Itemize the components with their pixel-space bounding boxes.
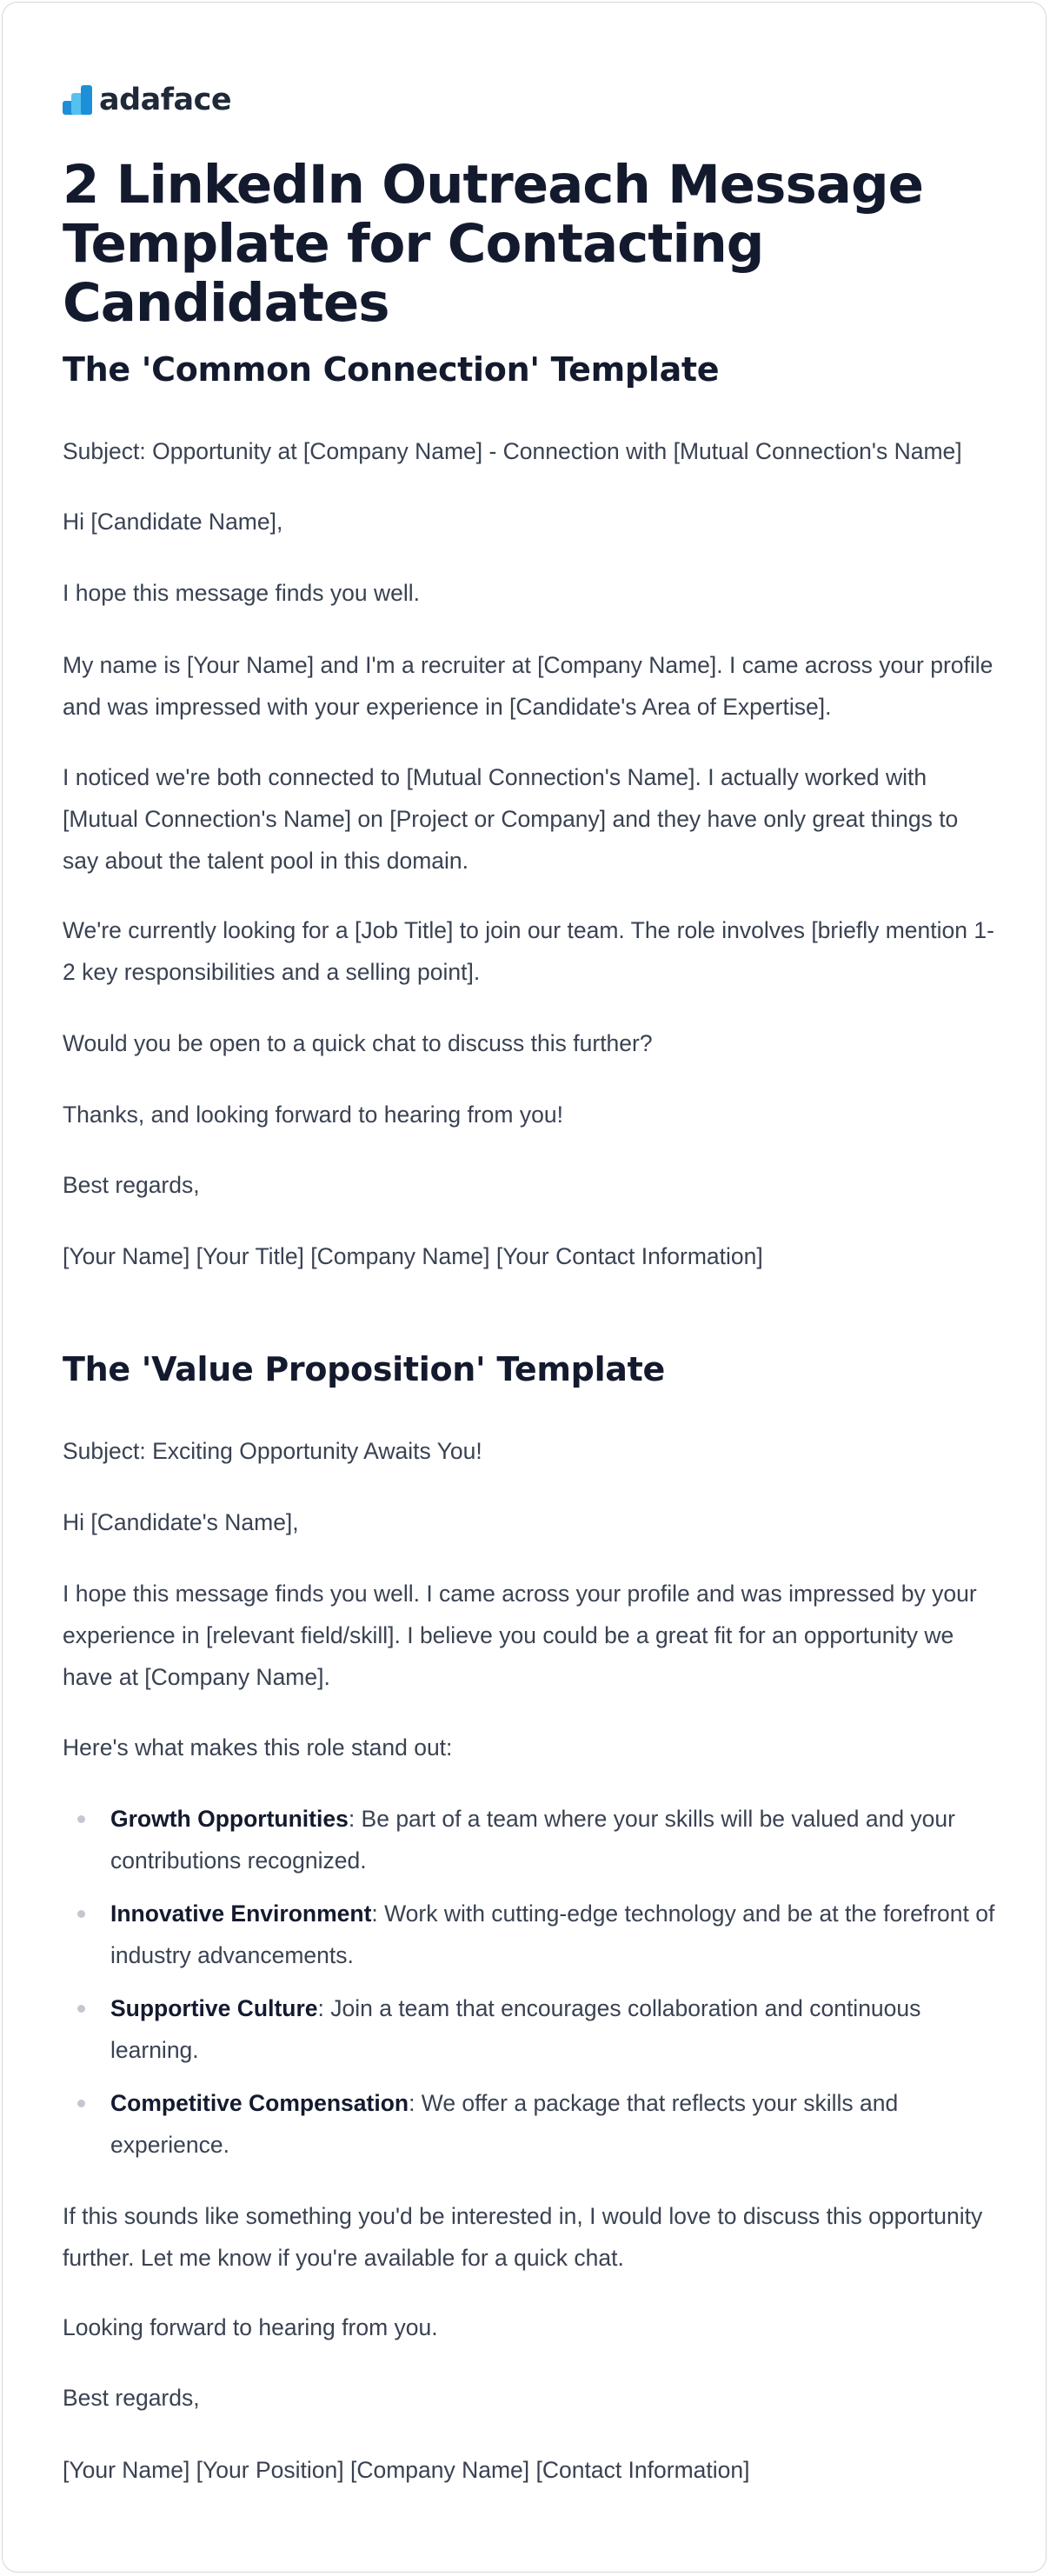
bullet-dot-icon bbox=[77, 2100, 85, 2107]
template1-paragraph: My name is [Your Name] and I'm a recruiter at [Company Name]. I came across your profile and was impressed with your experience in [Candidate's Area of Expertise]. bbox=[63, 652, 994, 720]
template2-paragraph: Looking forward to hearing from you. bbox=[63, 2314, 438, 2340]
list-item-text: : Work with cutting-edge technology and be at the forefront of industry advancements. bbox=[110, 1900, 995, 1968]
bullet-dot-icon bbox=[77, 1910, 85, 1918]
list-item-label: Competitive Compensation bbox=[110, 2090, 409, 2116]
list-item-label: Innovative Environment bbox=[110, 1900, 372, 1927]
template2-paragraph: Hi [Candidate's Name], bbox=[63, 1509, 299, 1535]
page-title: 2 LinkedIn Outreach Message Template for Contacting Candidates bbox=[63, 154, 923, 334]
template2-paragraph: Subject: Exciting Opportunity Awaits You! bbox=[63, 1438, 482, 1464]
list-item bbox=[63, 1893, 997, 1976]
adaface-logo-icon bbox=[63, 85, 92, 115]
brand-logo[interactable] bbox=[63, 83, 231, 117]
template2-paragraph: [Your Name] [Your Position] [Company Name] [Contact Information] bbox=[63, 2457, 750, 2483]
template2-heading: The 'Value Proposition' Template bbox=[63, 1350, 665, 1388]
template1-paragraph: Subject: Opportunity at [Company Name] - Connection with [Mutual Connection's Name] bbox=[63, 438, 962, 464]
template1-paragraph: Hi [Candidate Name], bbox=[63, 509, 283, 535]
document-card bbox=[2, 2, 1047, 2573]
template1-paragraph: We're currently looking for a [Job Title] to join our team. The role involves [briefly mention 1-2 key responsibilities and a selling point]. bbox=[63, 917, 994, 985]
list-item-text: : Join a team that encourages collaboration and continuous learning. bbox=[110, 1995, 921, 2063]
list-item-text: : Be part of a team where your skills will be valued and your contributions recognized. bbox=[110, 1806, 955, 1874]
template1-paragraph: Thanks, and looking forward to hearing from you! bbox=[63, 1102, 563, 1128]
list-item-text: : We offer a package that reflects your skills and experience. bbox=[110, 2090, 899, 2158]
template2-paragraph: If this sounds like something you'd be interested in, I would love to discuss this opportunity further. Let me know if you're available for a quick chat. bbox=[63, 2203, 983, 2271]
list-item bbox=[63, 2082, 997, 2166]
list-item-label: Supportive Culture bbox=[110, 1995, 318, 2021]
template1-paragraph: Would you be open to a quick chat to discuss this further? bbox=[63, 1030, 653, 1056]
brand-name: adaface bbox=[99, 83, 232, 117]
template2-paragraph: I hope this message finds you well. I came across your profile and was impressed by your experience in [relevant field/skill]. I believe you could be a great fit for an opportunity we have at [Company Name]. bbox=[63, 1581, 977, 1690]
template1-heading: The 'Common Connection' Template bbox=[63, 350, 720, 389]
list-item bbox=[63, 1987, 997, 2071]
template1-paragraph: [Your Name] [Your Title] [Company Name] [Your Contact Information] bbox=[63, 1243, 763, 1269]
template2-paragraph: Here's what makes this role stand out: bbox=[63, 1734, 453, 1761]
highlights-list bbox=[63, 1798, 997, 2177]
template1-paragraph: Best regards, bbox=[63, 1172, 200, 1198]
template2-paragraph: Best regards, bbox=[63, 2385, 200, 2411]
list-item-label: Growth Opportunities bbox=[110, 1806, 349, 1832]
template1-paragraph: I noticed we're both connected to [Mutual Connection's Name]. I actually worked with [Mutual Connection's Name] on [Project or Company] and they have only great things to say about the talent pool in this domain. bbox=[63, 764, 959, 874]
template1-paragraph: I hope this message finds you well. bbox=[63, 580, 420, 606]
list-item bbox=[63, 1798, 997, 1881]
bullet-dot-icon bbox=[77, 1815, 85, 1823]
bullet-dot-icon bbox=[77, 2005, 85, 2013]
